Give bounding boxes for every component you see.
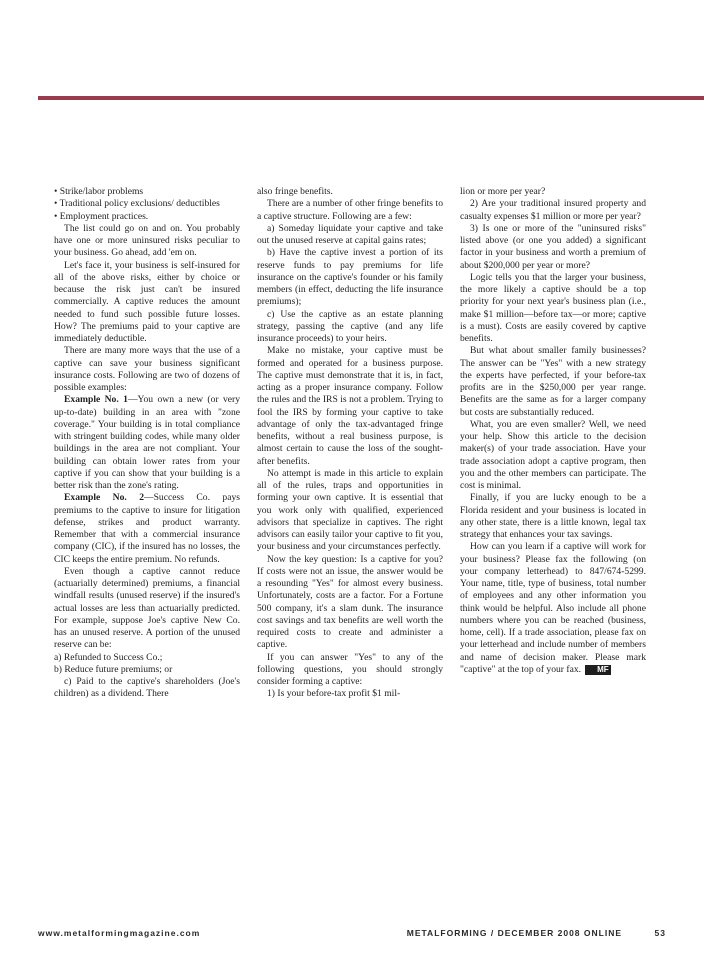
paragraph-text: Even though a captive cannot reduce (actuarially determined) premiums, a financial windfall results (unused reserve) if the insured's actual losses are less than actuarially predicted. For example, suppose Joe's captive New Co. has an unused reserve. A portion of the unused reserve can be:: [54, 565, 240, 651]
paragraph: [54, 186, 240, 198]
paragraph: [257, 223, 443, 248]
end-of-article-mark: MF: [585, 665, 611, 675]
paragraph-text: • Strike/labor problems: [54, 186, 144, 197]
paragraph: [257, 309, 443, 346]
paragraph: [54, 492, 240, 566]
paragraph-text: also fringe benefits.: [257, 186, 333, 197]
page-number: 53: [654, 928, 666, 938]
header-rule: [38, 96, 704, 100]
paragraph-text: 2) Are your traditional insured property and casualty expenses $1 million or more per year?: [460, 198, 646, 222]
paragraph: [54, 652, 240, 664]
paragraph: [54, 260, 240, 346]
paragraph-text: c) Use the captive as an estate planning strategy, passing the captive (and any life insurance proceeds) to your heirs.: [257, 308, 443, 344]
paragraph: [54, 211, 240, 223]
paragraph: [54, 566, 240, 652]
paragraph: [460, 419, 646, 493]
paragraph: [257, 652, 443, 689]
example-heading: Example No. 1: [64, 394, 128, 406]
paragraph-text: b) Have the captive invest a portion of its reserve funds to pay premiums for life insurance on the captive's founder or his family members (in effect, deducting the life insurance premiums);: [257, 247, 443, 308]
paragraph: [460, 345, 646, 419]
column-1: [54, 186, 240, 701]
paragraph-text: If you can answer "Yes" to any of the following questions, you should strongly consider forming a captive:: [257, 651, 443, 687]
paragraph-text: What, you are even smaller? Well, we need your help. Show this article to the decision maker(s) of your trade association. Have your trade association adopt a captive program, then you and the other members can participate. The cost is minimal.: [460, 418, 646, 491]
paragraph-text: a) Refunded to Success Co.;: [54, 651, 163, 663]
footer-website: www.metalformingmagazine.com: [38, 928, 201, 938]
paragraph: [460, 272, 646, 346]
paragraph-text: Logic tells you that the larger your business, the more likely a captive should be a top priority for your next year's business plan (i.e., make $1 million—before tax—or more; captive is a must). Costs are easily covered by captive benefits.: [460, 271, 646, 344]
paragraph: [460, 198, 646, 223]
paragraph-text: Now the key question: Is a captive for you? If costs were not an issue, the answer would be a resounding "Yes" for almost every business. Unfortunately, costs are a factor. For a Fortune 500 company, it's a slam dunk. The insurance cost savings and tax benefits are well worth the required costs to create and administer a captive.: [257, 553, 443, 651]
paragraph-text: c) Paid to the captive's shareholders (Joe's children) as a dividend. There: [54, 676, 240, 700]
paragraph: [460, 541, 646, 676]
paragraph-text: The list could go on and on. You probably have one or more uninsured risks peculiar to your business. Go ahead, add 'em on.: [54, 222, 240, 259]
paragraph-text: 1) Is your before-tax profit $1 mil-: [267, 688, 401, 700]
paragraph: [54, 664, 240, 676]
paragraph-text: But what about smaller family businesses? The answer can be "Yes" with a new strategy the experts have perfected, if your before-tax profits are in the $250,000 per year range. Benefits are the same as for a larger company but costs are substantially reduced.: [460, 345, 646, 418]
paragraph-text: lion or more per year?: [460, 186, 546, 197]
paragraph: [257, 186, 443, 198]
paragraph-text: —You own a new (or very up-to-date) building in an area with "zone coverage." Your building is in total compliance with stringent building codes, while many older buildings in the area are not compliant. Your building can obtain lower rates from your captive if you can show that your building is a better risk than the zone's rating.: [54, 394, 240, 491]
paragraph: [54, 394, 240, 492]
paragraph-text: • Employment practices.: [54, 210, 149, 222]
paragraph: [54, 676, 240, 701]
paragraph-text: No attempt is made in this article to explain all of the rules, traps and opportunities in forming your own captive. It is essential that you work only with qualified, experienced advisors that specialize in captives. The right advisors can easily tailor your captive to fit you, your business and your circumstances perfectly.: [257, 467, 443, 553]
paragraph: [460, 186, 646, 198]
paragraph: [460, 223, 646, 272]
paragraph-text: a) Someday liquidate your captive and take out the unused reserve at capital gains rates;: [257, 222, 443, 246]
paragraph-text: There are a number of other fringe benefits to a captive structure. Following are a few:: [257, 198, 443, 222]
paragraph: [460, 492, 646, 541]
paragraph-text: There are many more ways that the use of a captive can save your business significant insurance costs. Following are two of dozens of possible examples:: [54, 345, 240, 393]
paragraph-text: —Success Co. pays premiums to the captive to insure for litigation defense, strikes and product warranty. Remember that with a commercial insurance company (CIC), if the insured has no losses, the CIC keeps the entire premium. No refunds.: [54, 492, 240, 565]
column-2: [257, 186, 443, 701]
footer-issue: METALFORMING / DECEMBER 2008 ONLINE: [406, 928, 622, 938]
paragraph: [257, 468, 443, 554]
paragraph: [54, 223, 240, 260]
page-footer: [38, 928, 666, 940]
paragraph-text: Let's face it, your business is self-insured for all of the above risks, either by choice or because the risk just can't be insured commercially. A captive reduces the amount needed to fund such possible future losses. How? The premiums paid to your captive are immediately deductible.: [54, 259, 240, 344]
paragraph: [257, 688, 443, 700]
paragraph-text: 3) Is one or more of the "uninsured risks" listed above (or one you added) a significant factor in your business and worth a premium of about $200,000 per year or more?: [460, 222, 646, 271]
paragraph: [257, 198, 443, 223]
paragraph-text: b) Reduce future premiums; or: [54, 663, 173, 675]
paragraph: [54, 198, 240, 210]
paragraph-text: Finally, if you are lucky enough to be a Florida resident and your business is located in any other state, there is a little known, legal tax strategy that enhances your tax savings.: [460, 492, 646, 540]
column-3: [460, 186, 646, 676]
paragraph: [257, 247, 443, 308]
paragraph-text: Make no mistake, your captive must be formed and operated for a business purpose. The captive must demonstrate that it is, in fact, acting as a proper insurance company. Follow the rules and the IRS is not a problem. Trying to fool the IRS by forming your captive to take advantage of only the tax-advantaged fringe benefits, without a real business purpose, is almost certain to cause the loss of the sought-after benefits.: [257, 345, 443, 467]
example-heading: Example No. 2: [64, 492, 144, 504]
paragraph-text: • Traditional policy exclusions/ deductibles: [54, 198, 220, 210]
paragraph-text: How can you learn if a captive will work for your business? Please fax the following (on your company letterhead) to 847/674-5299. Your name, title, type of business, total number of employees and any other information you think would be helpful. Also include all phone numbers where you can be reached (business, home, cell). If a trade association, please fax on your letterhead and include number of members and name of decision maker. Please mark "captive" at the top of your fax.: [460, 541, 646, 675]
paragraph: [257, 554, 443, 652]
paragraph: [257, 345, 443, 468]
paragraph: [54, 345, 240, 394]
